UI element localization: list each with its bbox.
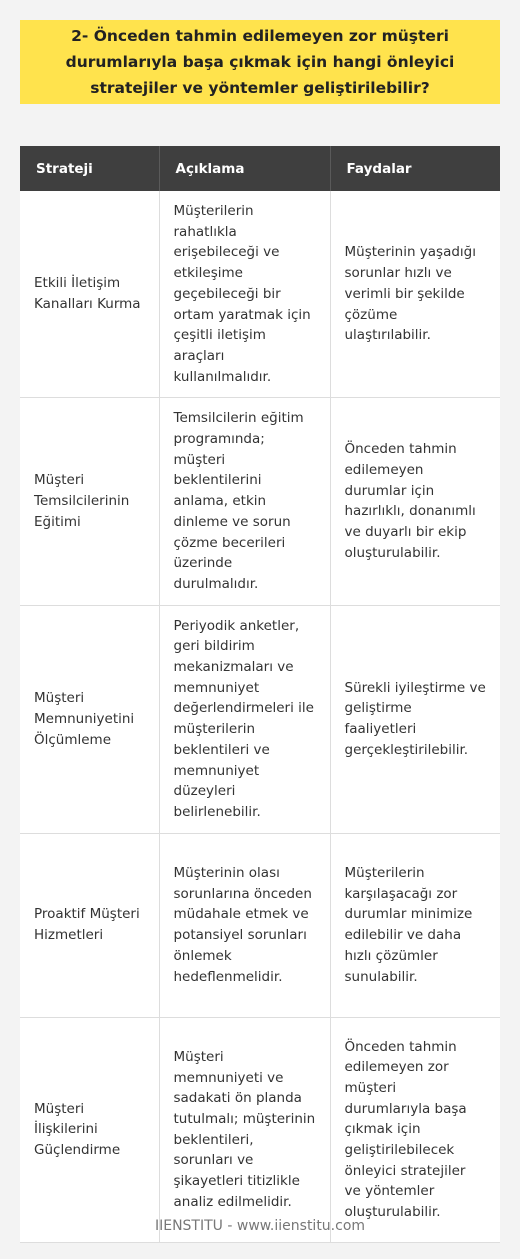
table-body xyxy=(20,191,500,1242)
strategy-cell: Proaktif Müşteri Hizmetleri xyxy=(20,833,159,1017)
benefits-cell: Müşterinin yaşadığı sorunlar hızlı ve verimli bir şekilde çözüme ulaştırılabilir. xyxy=(330,191,500,398)
table-row xyxy=(20,605,500,833)
header-row xyxy=(20,146,500,191)
footer-credit: IIENSTITU - www.iienstitu.com xyxy=(154,1218,366,1234)
table-row xyxy=(20,398,500,605)
description-cell: Müşteri memnuniyeti ve sadakati ön planda tutulmalı; müşterinin beklentileri, sorunları ve şikayetleri titizlikle analiz edilmelidir. xyxy=(159,1017,330,1242)
strategy-cell: Etkili İletişim Kanalları Kurma xyxy=(20,191,159,398)
table-row xyxy=(20,833,500,1017)
strategy-cell: Müşteri Memnuniyetini Ölçümleme xyxy=(20,605,159,833)
description-cell: Müşterinin olası sorunlarına önceden müdahale etmek ve potansiyel sorunları önlemek hedeflenmelidir. xyxy=(159,833,330,1017)
title-banner xyxy=(20,20,500,104)
benefits-cell: Müşterilerin karşılaşacağı zor durumlar minimize edilebilir ve daha hızlı çözümler sunulabilir. xyxy=(330,833,500,1017)
benefits-cell: Önceden tahmin edilemeyen zor müşteri durumlarıyla başa çıkmak için geliştirilebilecek önleyici stratejiler ve yöntemler oluşturulabilir. xyxy=(330,1017,500,1242)
strategy-cell: Müşteri İlişkilerini Güçlendirme xyxy=(20,1017,159,1242)
description-cell: Müşterilerin rahatlıkla erişebileceği ve etkileşime geçebileceği bir ortam yaratmak için çeşitli iletişim araçları kullanılmalıdır. xyxy=(159,191,330,398)
table-row xyxy=(20,1017,500,1242)
benefits-cell: Önceden tahmin edilemeyen durumlar için hazırlıklı, donanımlı ve duyarlı bir ekip oluşturulabilir. xyxy=(330,398,500,605)
table-header xyxy=(20,146,500,191)
header-strategy: Strateji xyxy=(20,146,159,191)
header-description: Açıklama xyxy=(159,146,330,191)
benefits-cell: Sürekli iyileştirme ve geliştirme faaliyetleri gerçekleştirilebilir. xyxy=(330,605,500,833)
description-cell: Temsilcilerin eğitim programında; müşteri beklentilerini anlama, etkin dinleme ve sorun çözme becerileri üzerinde durulmalıdır. xyxy=(159,398,330,605)
strategy-table xyxy=(20,146,500,1243)
table-row xyxy=(20,191,500,398)
page-title: 2- Önceden tahmin edilemeyen zor müşteri durumlarıyla başa çıkmak için hangi önleyici stratejiler ve yöntemler geliştirilebilir? xyxy=(65,27,455,97)
strategy-cell: Müşteri Temsilcilerinin Eğitimi xyxy=(20,398,159,605)
description-cell: Periyodik anketler, geri bildirim mekanizmaları ve memnuniyet değerlendirmeleri ile müşterilerin beklentileri ve memnuniyet düzeyleri belirlenebilir. xyxy=(159,605,330,833)
header-benefits: Faydalar xyxy=(330,146,500,191)
